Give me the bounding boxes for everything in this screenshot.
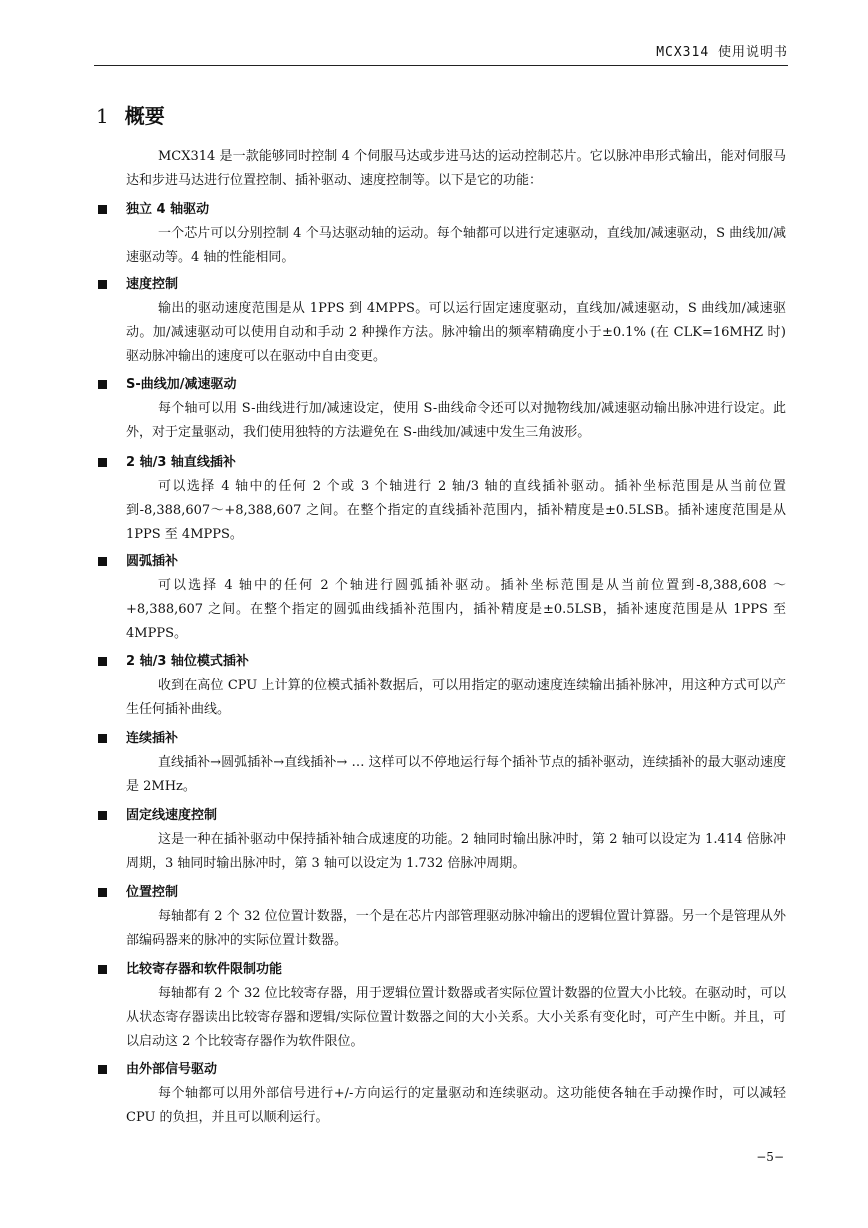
section-position-control <box>96 883 786 953</box>
section-body: 每轴都有 2 个 32 位比较寄存器，用于逻辑位置计数器或者实际位置计数器的位置大小比较。在驱动时，可以从状态寄存器读出比较寄存器和逻辑/实际位置计数器之间的大小关系。大小关系有变化时，可产生中断。并且，可以启动这 2 个比较寄存器作为软件限位。 <box>126 986 786 1049</box>
bullet-icon <box>98 1065 107 1074</box>
bullet-icon <box>98 205 107 214</box>
section-title: 位置控制 <box>126 885 179 900</box>
section-body: 一个芯片可以分别控制 4 个马达驱动轴的运动。每个轴都可以进行定速驱动，直线加/减速驱动，S 曲线加/减速驱动等。4 轴的性能相同。 <box>126 226 786 265</box>
section-title: 2 轴/3 轴位模式插补 <box>126 654 249 669</box>
page-header <box>94 37 788 66</box>
page-number: −5− <box>756 1150 784 1164</box>
bullet-icon <box>98 380 107 389</box>
section-external-signal <box>96 1060 786 1130</box>
bullet-icon <box>98 557 107 566</box>
bullet-icon <box>98 965 107 974</box>
bullet-icon <box>98 888 107 897</box>
section-circular-interpolation <box>96 552 786 646</box>
section-s-curve <box>96 375 786 445</box>
section-body: 每轴都有 2 个 32 位位置计数器，一个是在芯片内部管理驱动脉冲输出的逻辑位置计算器。另一个是管理从外部编码器来的脉冲的实际位置计数器。 <box>126 909 786 948</box>
section-title: 连续插补 <box>126 731 179 746</box>
chapter-heading <box>96 100 165 129</box>
section-linear-interpolation <box>96 453 786 547</box>
section-body: 每个轴可以用 S-曲线进行加/减速设定，使用 S-曲线命令还可以对抛物线加/减速驱动输出脉冲进行设定。此外，对于定量驱动，我们使用独特的方法避免在 S-曲线加/减速中发生三角波形。 <box>126 401 786 440</box>
section-body: 输出的驱动速度范围是从 1PPS 到 4MPPS。可以运行固定速度驱动，直线加/减速驱动，S 曲线加/减速驱动。加/减速驱动可以使用自动和手动 2 种操作方法。脉冲输出的频率精确度小于±0.1% (在 CLK=16MHZ 时) 驱动脉冲输出的速度可以在驱动中自由变更。 <box>126 301 786 364</box>
bullet-icon <box>98 657 107 666</box>
section-title: 由外部信号驱动 <box>126 1062 218 1077</box>
section-body: 直线插补→圆弧插补→直线插补→ … 这样可以不停地运行每个插补节点的插补驱动，连续插补的最大驱动速度是 2MHz。 <box>126 755 786 794</box>
bullet-icon <box>98 734 107 743</box>
chapter-title: 概要 <box>124 104 165 128</box>
section-title: S-曲线加/减速驱动 <box>126 377 237 392</box>
intro-paragraph: MCX314 是一款能够同时控制 4 个伺服马达或步进马达的运动控制芯片。它以脉冲串形式输出，能对伺服马达和步进马达进行位置控制、插补驱动、速度控制等。以下是它的功能： <box>126 149 786 188</box>
chapter-number: 1 <box>96 104 109 128</box>
section-continuous-interpolation <box>96 729 786 799</box>
section-body: 收到在高位 CPU 上计算的位模式插补数据后，可以用指定的驱动速度连续输出插补脉冲，用这种方式可以产生任何插补曲线。 <box>126 678 786 717</box>
section-independent-axis <box>96 200 786 270</box>
section-title: 比较寄存器和软件限制功能 <box>126 962 283 977</box>
section-bit-pattern-interpolation <box>96 652 786 722</box>
section-body: 可以选择 4 轴中的任何 2 个或 3 个轴进行 2 轴/3 轴的直线插补驱动。插补坐标范围是从当前位置到-8,388,607～+8,388,607 之间。在整个指定的直线插补范围内，插补精度是±0.5LSB。插补速度范围是从 1PPS 至 4MPPS。 <box>126 479 786 542</box>
bullet-icon <box>98 280 107 289</box>
section-body: 可以选择 4 轴中的任何 2 个轴进行圆弧插补驱动。插补坐标范围是从当前位置到-8,388,608 ～ +8,388,607 之间。在整个指定的圆弧曲线插补范围内，插补精度是±0.5LSB，插补速度范围是从 1PPS 至 4MPPS。 <box>126 578 786 641</box>
section-title: 固定线速度控制 <box>126 808 218 823</box>
bullet-icon <box>98 458 107 467</box>
bullet-icon <box>98 811 107 820</box>
section-speed-control <box>96 275 786 369</box>
section-compare-register <box>96 960 786 1054</box>
section-constant-speed <box>96 806 786 876</box>
section-body: 这是一种在插补驱动中保持插补轴合成速度的功能。2 轴同时输出脉冲时，第 2 轴可以设定为 1.414 倍脉冲周期，3 轴同时输出脉冲时，第 3 轴可以设定为 1.732 倍脉冲周期。 <box>126 832 786 871</box>
section-body: 每个轴都可以用外部信号进行+/-方向运行的定量驱动和连续驱动。这功能使各轴在手动操作时，可以减轻 CPU 的负担，并且可以顺利运行。 <box>126 1086 786 1125</box>
section-title: 独立 4 轴驱动 <box>126 202 210 217</box>
section-title: 2 轴/3 轴直线插补 <box>126 455 236 470</box>
section-title: 圆弧插补 <box>126 554 179 569</box>
section-title: 速度控制 <box>126 277 179 292</box>
header-title: MCX314 使用说明书 <box>656 45 788 60</box>
